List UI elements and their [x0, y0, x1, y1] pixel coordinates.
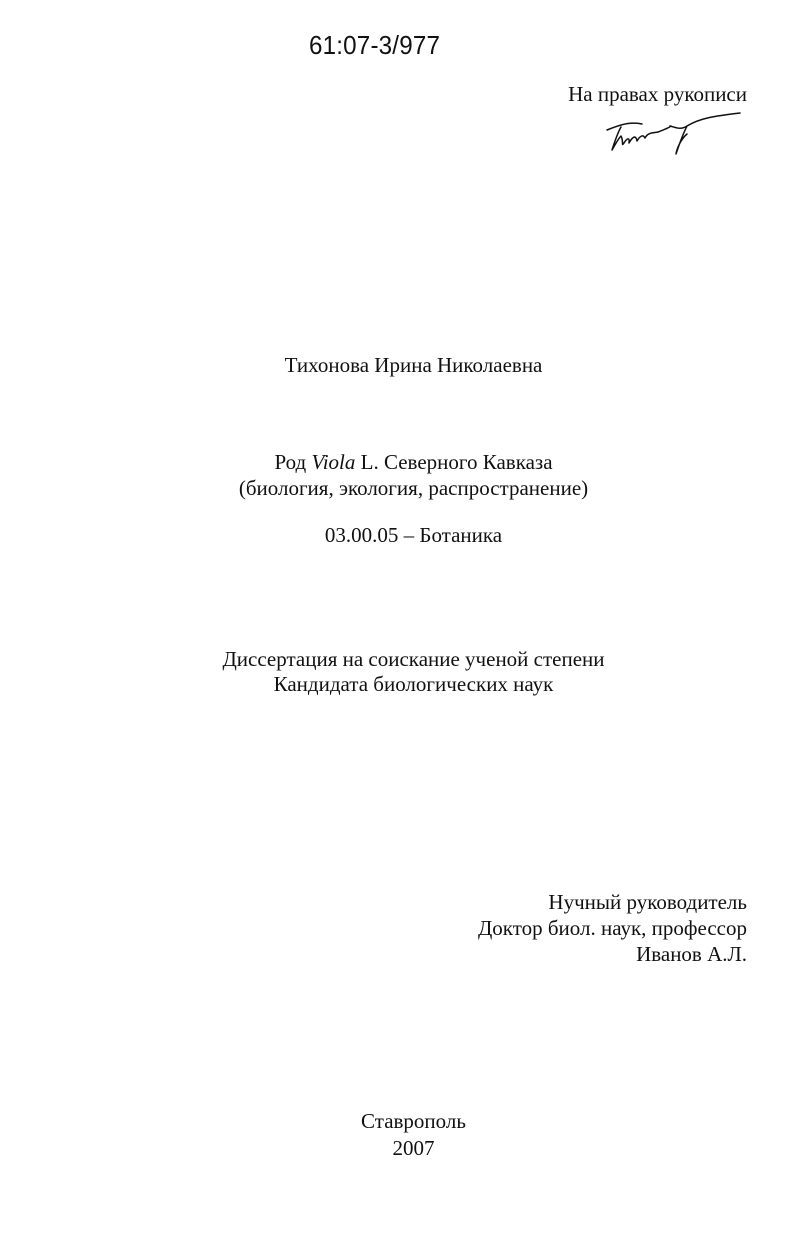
author-name: Тихонова Ирина Николаевна: [284, 353, 543, 377]
dissertation-title: [0, 449, 799, 476]
dissertation-subtitle: (биология, экология, распространение): [238, 476, 589, 500]
city: Ставрополь: [361, 1109, 466, 1133]
supervisor-block: [347, 889, 747, 967]
supervisor-name: Иванов А.Л.: [636, 942, 747, 966]
title-prefix: Род: [274, 450, 312, 474]
genus-name: Viola: [311, 450, 356, 474]
year: 2007: [392, 1136, 435, 1160]
dissertation-degree-line-2: Кандидата биологических наук: [273, 672, 554, 696]
manuscript-rights-label: На правах рукописи: [568, 82, 747, 106]
author-signature: [599, 108, 749, 160]
dissertation-degree-line-1: Диссертация на соискание ученой степени: [222, 647, 605, 671]
specialty-code: 03.00.05 – Ботаника: [324, 523, 503, 547]
catalog-number: 61:07-3/977: [309, 30, 441, 60]
title-suffix: L. Северного Кавказа: [355, 450, 553, 474]
supervisor-degree: Доктор биол. наук, профессор: [477, 916, 747, 940]
supervisor-role: Нучный руководитель: [548, 890, 747, 914]
